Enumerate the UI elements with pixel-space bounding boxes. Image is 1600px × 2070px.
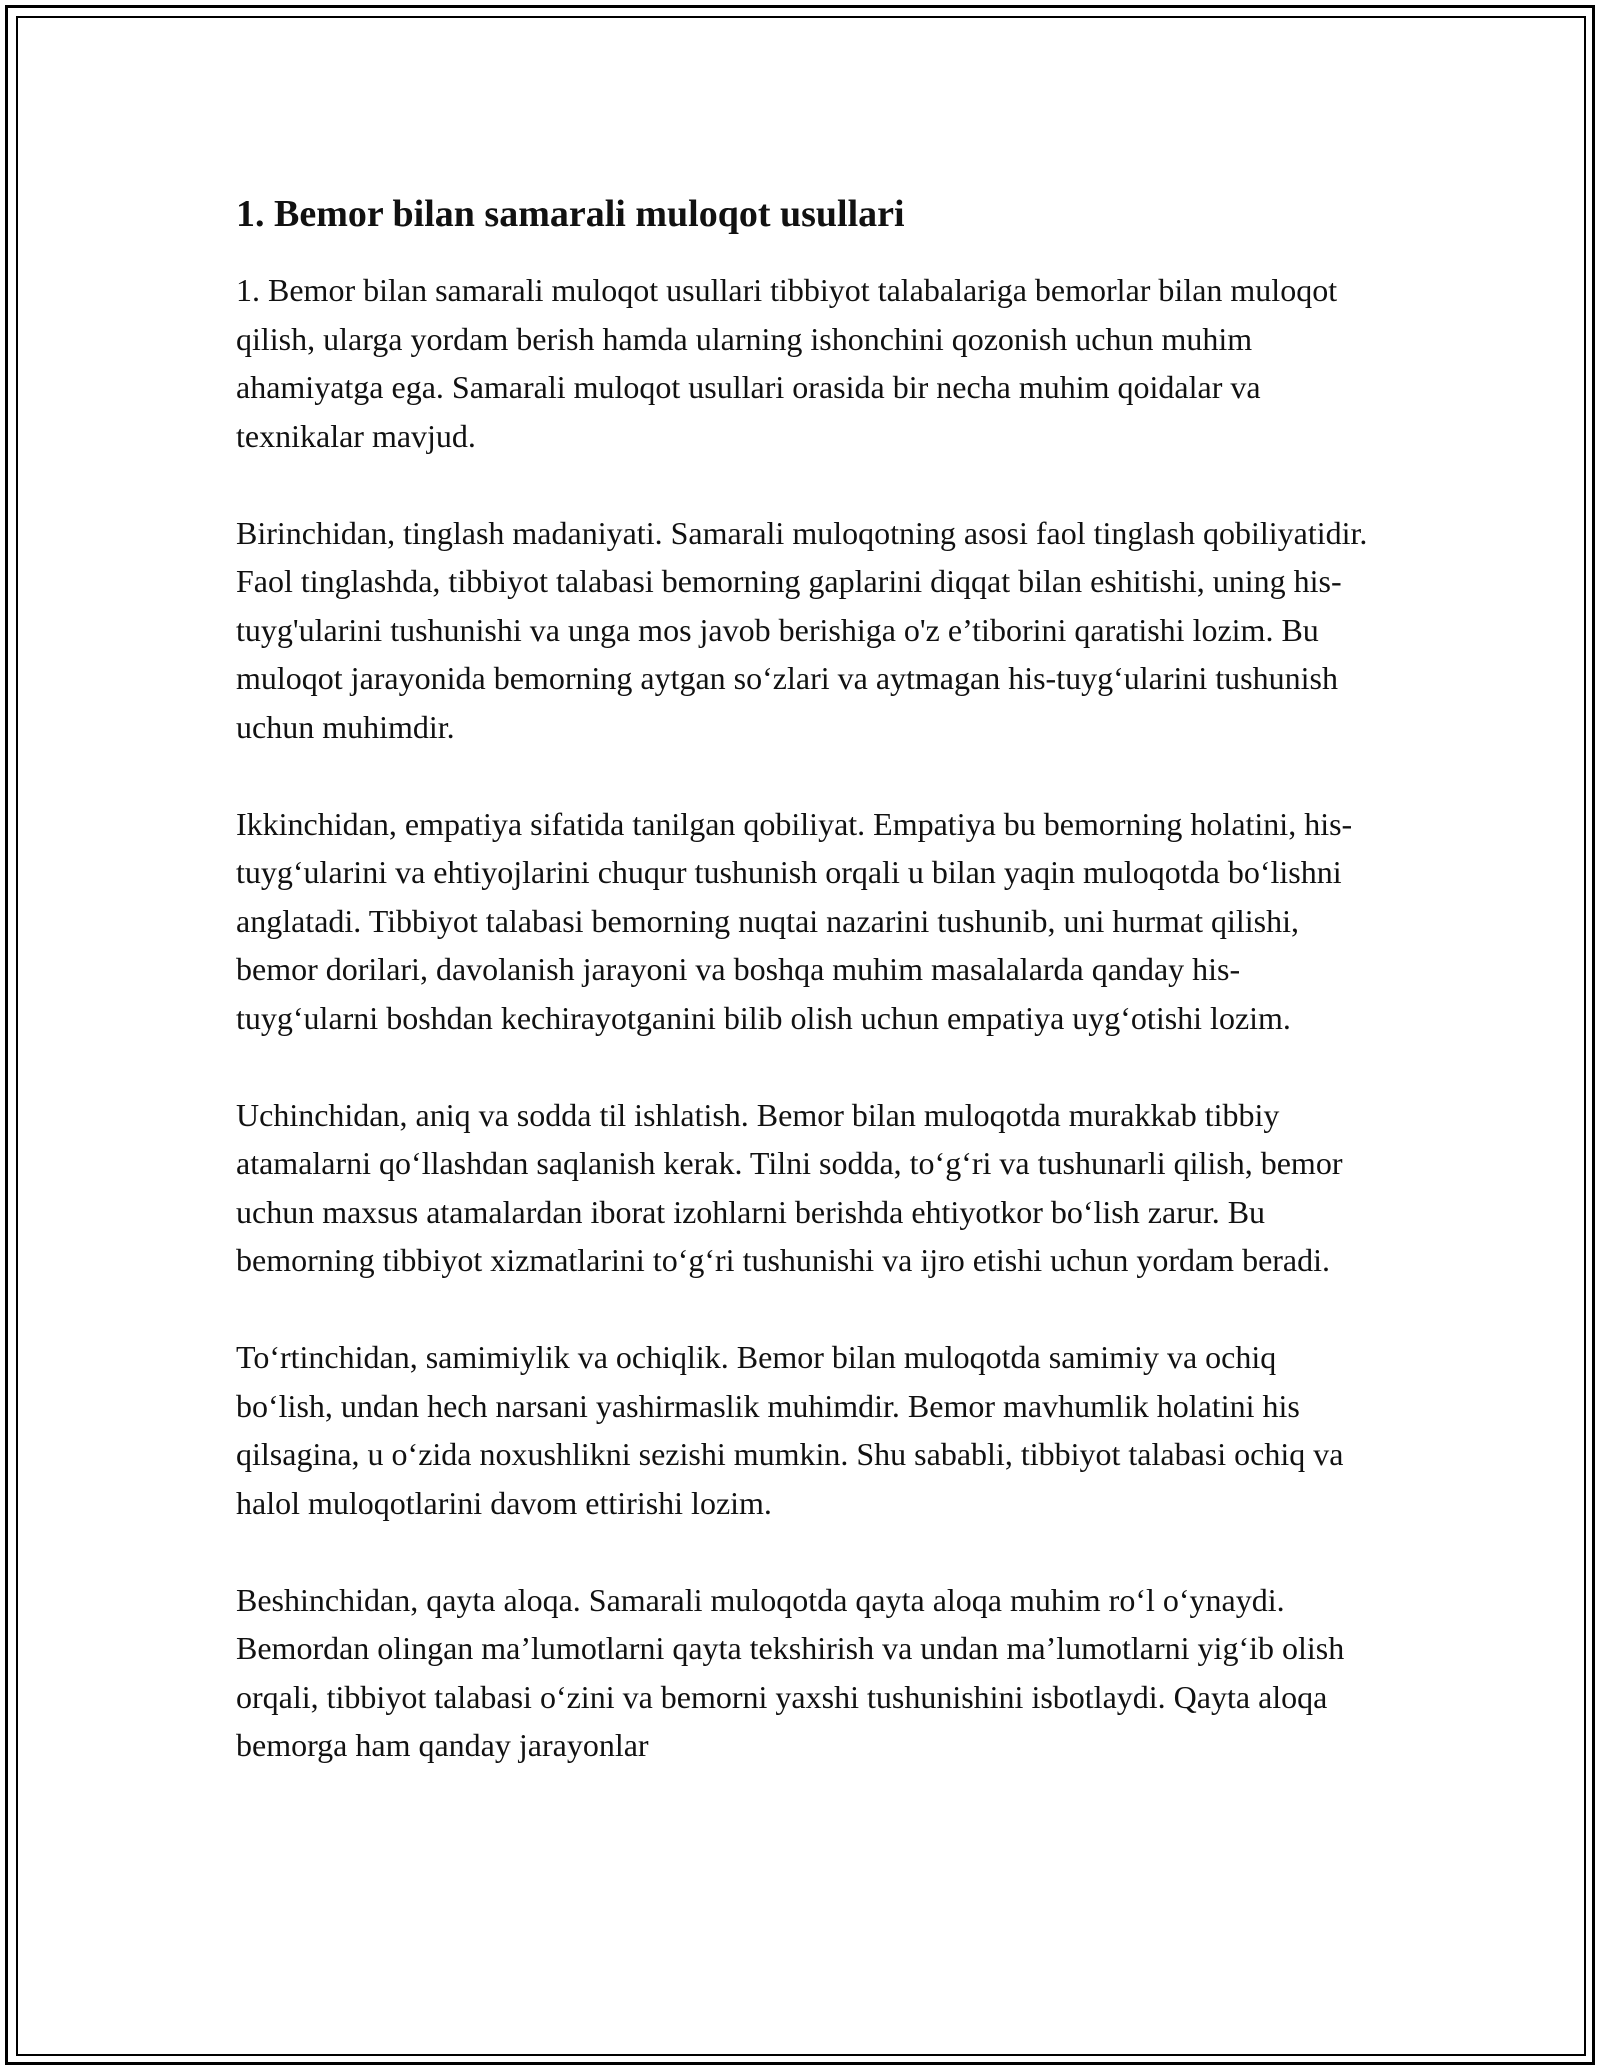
paragraph-openness: To‘rtinchidan, samimiylik va ochiqlik. Bemor bilan muloqotda samimiy va ochiq bo‘lish, undan hech narsani yashirmaslik muhimdir. Bemor mavhumlik holatini his qilsagina, u o‘zida noxushlikni sezishi mumkin. Shu sababli, tibbiyot talabasi ochiq va halol muloqotlarini davom ettirishi lozim.	[236, 1339, 1344, 1521]
paragraph-intro: 1. Bemor bilan samarali muloqot usullari tibbiyot talabalariga bemorlar bilan muloqot qilish, ularga yordam berish hamda ularning ishonchini qozonish uchun muhim ahamiyatga ega. Samarali muloqot usullari orasida bir necha muhim qoidalar va texnikalar mavjud.	[236, 272, 1338, 454]
paragraph-listening: Birinchidan, tinglash madaniyati. Samarali muloqotning asosi faol tinglash qobiliyatidir. Faol tinglashda, tibbiyot talabasi bemorning gaplarini diqqat bilan eshitishi, uning his-tuyg'ularini tushunishi va unga mos javob berishiga o'z e’tiborini qaratishi lozim. Bu muloqot jarayonida bemorning aytgan so‘zlari va aytmagan his-tuyg‘ularini tushunish uchun muhimdir.	[236, 514, 1368, 745]
paragraph-feedback: Beshinchidan, qayta aloqa. Samarali muloqotda qayta aloqa muhim ro‘l o‘ynaydi. Bemordan olingan ma’lumotlarni qayta tekshirish va undan ma’lumotlarni yig‘ib olish orqali, tibbiyot talabasi o‘zini va bemorni yaxshi tushunishini isbotlaydi. Qayta aloqa bemorga ham qanday jarayonlar	[236, 1581, 1345, 1763]
paragraph-empathy: Ikkinchidan, empatiya sifatida tanilgan qobiliyat. Empatiya bu bemorning holatini, his-tuyg‘ularini va ehtiyojlarini chuqur tushunish orqali u bilan yaqin muloqotda bo‘lishni anglatadi. Tibbiyot talabasi bemorning nuqtai nazarini tushunib, uni hurmat qilishi, bemor dorilari, davolanish jarayoni va boshqa muhim masalalarda qanday his-tuyg‘ularni boshdan kechirayotganini bilib olish uchun empatiya uyg‘otishi lozim.	[236, 805, 1353, 1036]
document-title: 1. Bemor bilan samarali muloqot usullari	[236, 193, 905, 235]
document-body	[236, 186, 1376, 1770]
paragraph-simple-language: Uchinchidan, aniq va sodda til ishlatish. Bemor bilan muloqotda murakkab tibbiy atamalarni qo‘llashdan saqlanish kerak. Tilni sodda, to‘g‘ri va tushunarli qilish, bemor uchun maxsus atamalardan iborat izohlarni berishda ehtiyotkor bo‘lish zarur. Bu bemorning tibbiyot xizmatlarini to‘g‘ri tushunishi va ijro etishi uchun yordam beradi.	[236, 1096, 1343, 1278]
